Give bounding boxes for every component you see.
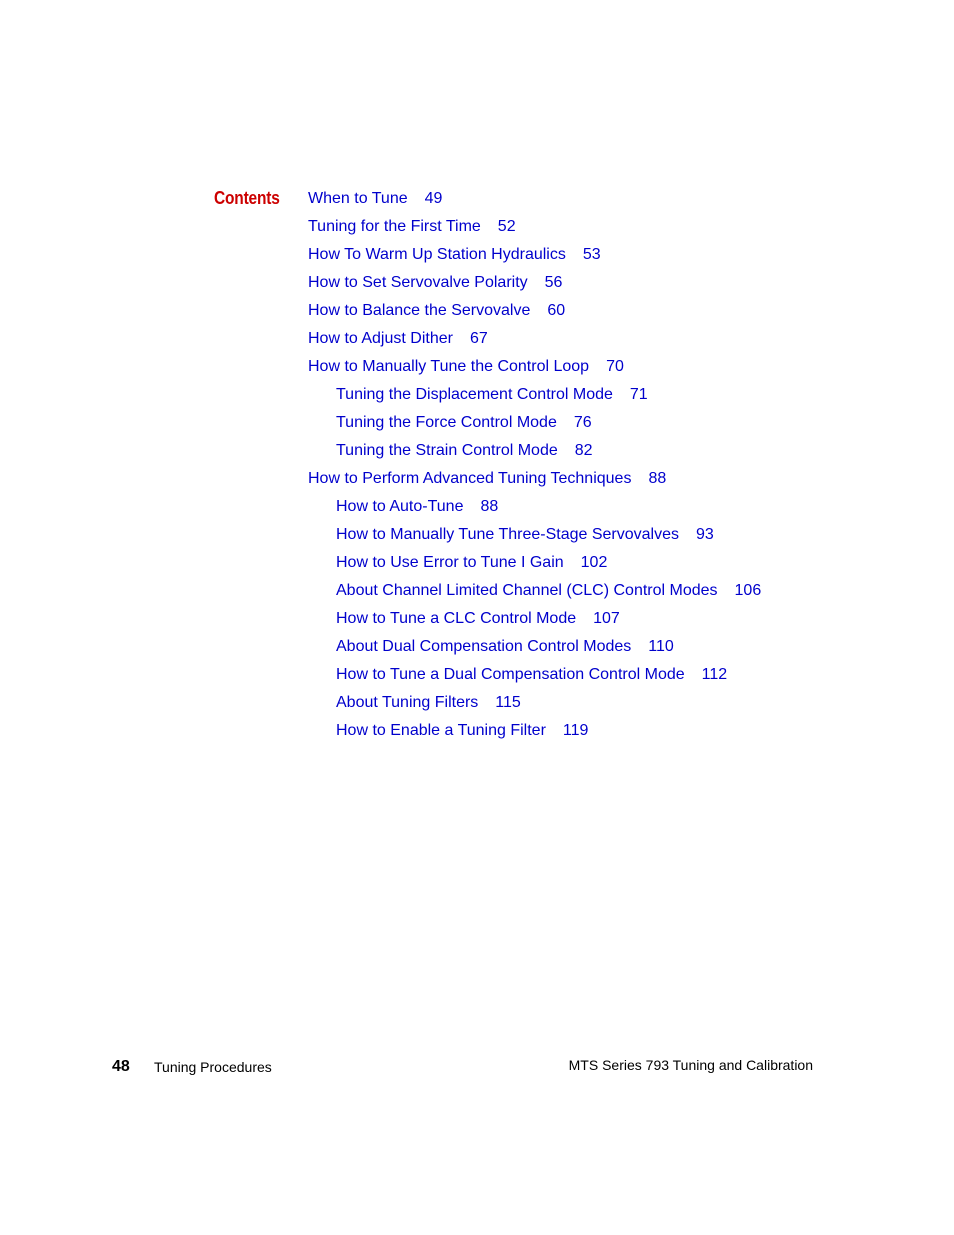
toc-entry (308, 185, 761, 213)
toc-link[interactable] (336, 610, 620, 627)
toc-entry-page: 56 (544, 274, 563, 291)
toc-subentry (308, 521, 761, 549)
toc-entry-title: About Dual Compensation Control Modes (336, 638, 632, 655)
toc-entry-title: How to Use Error to Tune I Gain (336, 554, 564, 571)
toc-entry-page: 110 (648, 638, 674, 655)
toc-link[interactable] (336, 526, 714, 543)
toc-link[interactable] (336, 414, 592, 431)
toc-entry (308, 465, 761, 493)
toc-entry-page: 112 (701, 666, 728, 683)
toc-link[interactable] (308, 190, 442, 207)
toc-entry-title: How To Warm Up Station Hydraulics (308, 246, 566, 263)
toc-entry-title: Tuning for the First Time (308, 218, 481, 235)
toc-entry-page: 70 (606, 358, 624, 375)
toc-subentry (308, 437, 761, 465)
toc-entry-page: 106 (734, 582, 762, 599)
toc-entry-page: 102 (580, 554, 608, 571)
table-of-contents (308, 185, 761, 745)
toc-entry-title: How to Enable a Tuning Filter (336, 722, 546, 739)
footer-page-number: 48 (112, 1058, 130, 1075)
toc-entry-title: Tuning the Strain Control Mode (336, 442, 558, 459)
toc-subentry (308, 577, 761, 605)
toc-entry (308, 241, 761, 269)
toc-link[interactable] (308, 302, 565, 319)
toc-link[interactable] (336, 694, 521, 711)
toc-link[interactable] (336, 722, 588, 739)
toc-entry (308, 325, 761, 353)
toc-link[interactable] (336, 638, 674, 655)
toc-subentry (308, 717, 761, 745)
toc-entry (308, 213, 761, 241)
toc-entry-title: Tuning the Displacement Control Mode (336, 386, 613, 403)
toc-entry-title: How to Tune a Dual Compensation Control Mode (336, 666, 685, 683)
toc-entry (308, 269, 761, 297)
toc-link[interactable] (308, 274, 562, 291)
toc-entry-title: About Channel Limited Channel (CLC) Control Modes (336, 582, 718, 599)
toc-entry-page: 49 (424, 190, 443, 207)
toc-entry-page: 82 (574, 442, 593, 459)
toc-entry-title: About Tuning Filters (336, 694, 479, 711)
toc-entry-page: 107 (593, 610, 620, 627)
toc-entry-page: 93 (696, 526, 714, 543)
toc-link[interactable] (336, 666, 727, 683)
toc-link[interactable] (336, 442, 593, 459)
footer-document-title: MTS Series 793 Tuning and Calibration (568, 1057, 813, 1073)
toc-link[interactable] (336, 386, 648, 403)
toc-entry-page: 76 (573, 414, 592, 431)
toc-entry-title: How to Adjust Dither (308, 330, 453, 347)
toc-entry-title: How to Perform Advanced Tuning Techniques (308, 470, 632, 487)
toc-link[interactable] (308, 246, 601, 263)
toc-entry-page: 115 (495, 694, 521, 711)
toc-subentry (308, 661, 761, 689)
footer-section-title: Tuning Procedures (154, 1059, 272, 1075)
toc-entry-title: How to Manually Tune the Control Loop (308, 358, 590, 375)
toc-entry-title: How to Manually Tune Three-Stage Servovalves (336, 526, 679, 543)
toc-entry-page: 88 (480, 498, 499, 515)
toc-entry-page: 60 (547, 302, 566, 319)
toc-entry (308, 353, 761, 381)
toc-subentry (308, 605, 761, 633)
toc-subentry (308, 493, 761, 521)
toc-entry-page: 119 (562, 722, 589, 739)
toc-link[interactable] (336, 582, 761, 599)
toc-link[interactable] (308, 330, 488, 347)
toc-entry-page: 71 (629, 386, 648, 403)
toc-subentry (308, 409, 761, 437)
toc-entry-title: How to Set Servovalve Polarity (308, 274, 528, 291)
toc-entry-page: 67 (469, 330, 488, 347)
toc-subentry (308, 633, 761, 661)
toc-entry-page: 53 (582, 246, 601, 263)
toc-subentry (308, 689, 761, 717)
toc-entry-page: 88 (648, 470, 667, 487)
toc-entry-title: When to Tune (308, 190, 408, 207)
toc-entry-page: 52 (497, 218, 516, 235)
toc-link[interactable] (336, 554, 607, 571)
toc-entry-title: How to Auto-Tune (336, 498, 464, 515)
toc-link[interactable] (308, 470, 666, 487)
contents-heading: Contents (214, 188, 280, 208)
toc-entry-title: Tuning the Force Control Mode (336, 414, 557, 431)
toc-entry (308, 297, 761, 325)
toc-link[interactable] (308, 358, 624, 375)
toc-subentry (308, 381, 761, 409)
toc-link[interactable] (308, 218, 516, 235)
toc-entry-title: How to Tune a CLC Control Mode (336, 610, 577, 627)
toc-subentry (308, 549, 761, 577)
toc-link[interactable] (336, 498, 498, 515)
toc-entry-title: How to Balance the Servovalve (308, 302, 531, 319)
